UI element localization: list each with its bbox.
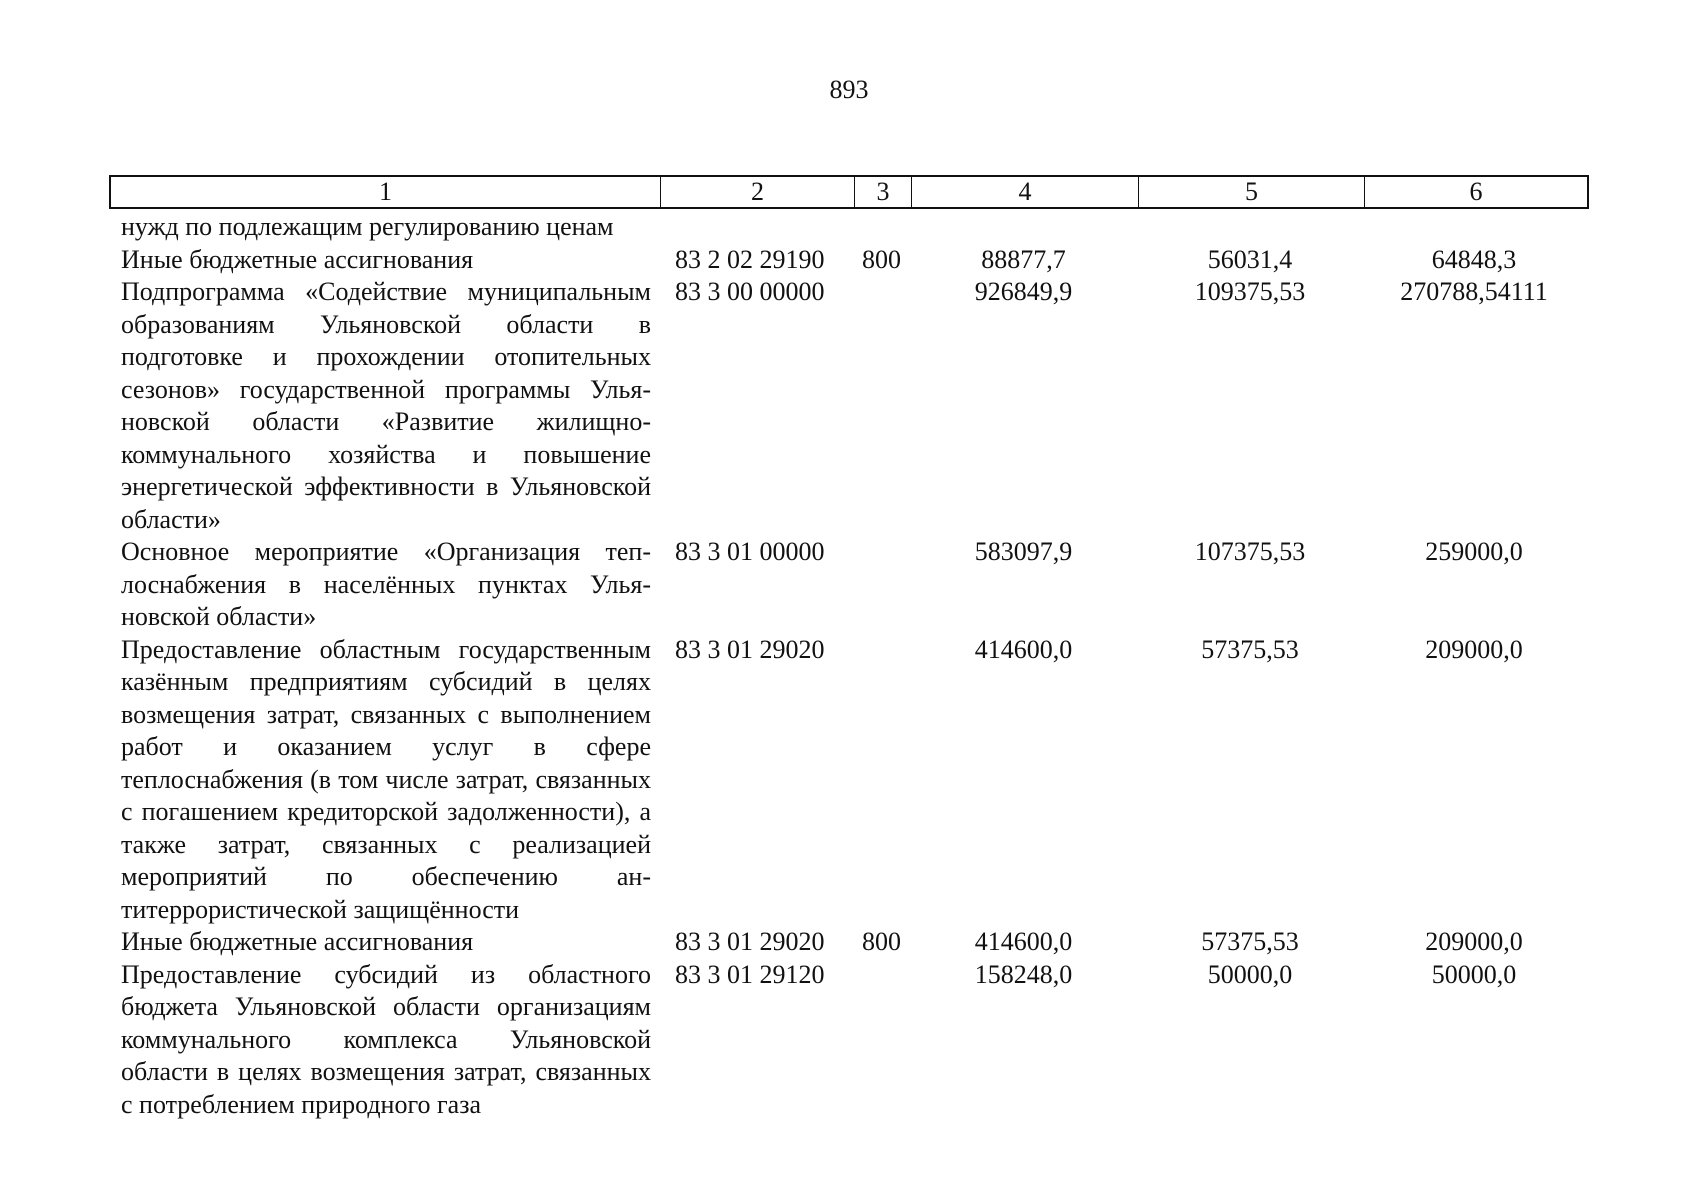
row-code: 83 3 01 29020 [675, 927, 825, 956]
table-header [109, 175, 1589, 209]
table-row [109, 244, 1589, 277]
row-value-col6: 270788,54111 [1400, 277, 1548, 306]
row-code [659, 211, 853, 244]
row-value-col6: 50000,0 [1431, 959, 1517, 989]
header-col-3: 3 [855, 177, 912, 207]
row-name: нужд по подлежащим регулированию ценам [121, 212, 614, 241]
row-value-col6: 259000,0 [1425, 537, 1523, 566]
row-name: Предоставление областным государственным казённым предприятиям субсидий в целях возмещения затрат, связанных с выполнением работ и оказанием услуг в сфере теплоснабжения (в том числе затрат, связанных с погашением кредиторской задолженности), а также затрат, связанных с реализацией мероприятий по обеспечению антитеррористической защищённости [121, 634, 651, 924]
row-kind: 800 [862, 244, 901, 274]
header-col-1: 1 [111, 177, 661, 207]
row-kind [853, 536, 910, 634]
table-body [109, 211, 1589, 1121]
row-kind: 800 [862, 927, 901, 956]
row-code: 83 2 02 29190 [675, 244, 825, 274]
row-value-col4: 414600,0 [974, 927, 1073, 956]
row-name: Иные бюджетные ассигнования [121, 244, 474, 274]
row-value-col4 [910, 211, 1137, 244]
row-name: Подпрограмма «Содействие муниципальным образованиям Ульяновской области в подготовке и прохождении отопительных сезонов» государственной программы Ульяновской области «Развитие жилищно-коммунального хозяйства и повышение энергетической эффективности в Ульяновской области» [121, 277, 651, 534]
row-name: Предоставление субсидий из областного бюджета Ульяновской области организациям коммунального комплекса Ульяновской области в целях возмещения затрат, связанных с потреблением природного газа [121, 959, 651, 1119]
row-value-col5: 57375,53 [1201, 634, 1299, 664]
table-row [109, 634, 1589, 927]
row-value-col6: 209000,0 [1425, 634, 1523, 664]
row-code: 83 3 01 00000 [675, 537, 825, 566]
row-kind [853, 211, 910, 244]
row-value-col6 [1363, 211, 1585, 244]
row-code: 83 3 01 29020 [675, 634, 825, 664]
row-value-col4: 88877,7 [981, 244, 1066, 274]
row-kind [853, 634, 910, 927]
row-value-col5: 107375,53 [1194, 537, 1306, 566]
table-row [109, 211, 1589, 244]
page-number: 893 [829, 75, 869, 104]
row-value-col6: 64848,3 [1431, 244, 1517, 274]
row-value-col5: 50000,0 [1207, 959, 1293, 989]
row-value-col4: 926849,9 [974, 277, 1073, 306]
row-value-col5: 57375,53 [1201, 927, 1299, 956]
row-name: Иные бюджетные ассигнования [121, 927, 474, 956]
row-kind [853, 959, 910, 1122]
row-kind [853, 276, 910, 536]
row-value-col4: 158248,0 [974, 959, 1073, 989]
row-value-col4: 414600,0 [974, 634, 1073, 664]
header-col-6: 6 [1469, 177, 1483, 206]
table-row [109, 536, 1589, 634]
row-value-col5: 56031,4 [1207, 244, 1293, 274]
row-value-col6: 209000,0 [1425, 927, 1523, 956]
table-row [109, 926, 1589, 959]
header-col-4: 4 [912, 177, 1139, 207]
table-row [109, 959, 1589, 1122]
header-col-2: 2 [661, 177, 855, 207]
header-col-5: 5 [1139, 177, 1365, 207]
row-code: 83 3 01 29120 [675, 959, 825, 989]
row-code: 83 3 00 00000 [675, 277, 825, 306]
row-value-col4: 583097,9 [974, 537, 1073, 566]
row-value-col5: 109375,53 [1194, 277, 1306, 306]
table-row [109, 276, 1589, 536]
row-value-col5 [1137, 211, 1363, 244]
row-name: Основное мероприятие «Организация теплоснабжения в населённых пунктах Ульяновской области» [121, 537, 651, 631]
